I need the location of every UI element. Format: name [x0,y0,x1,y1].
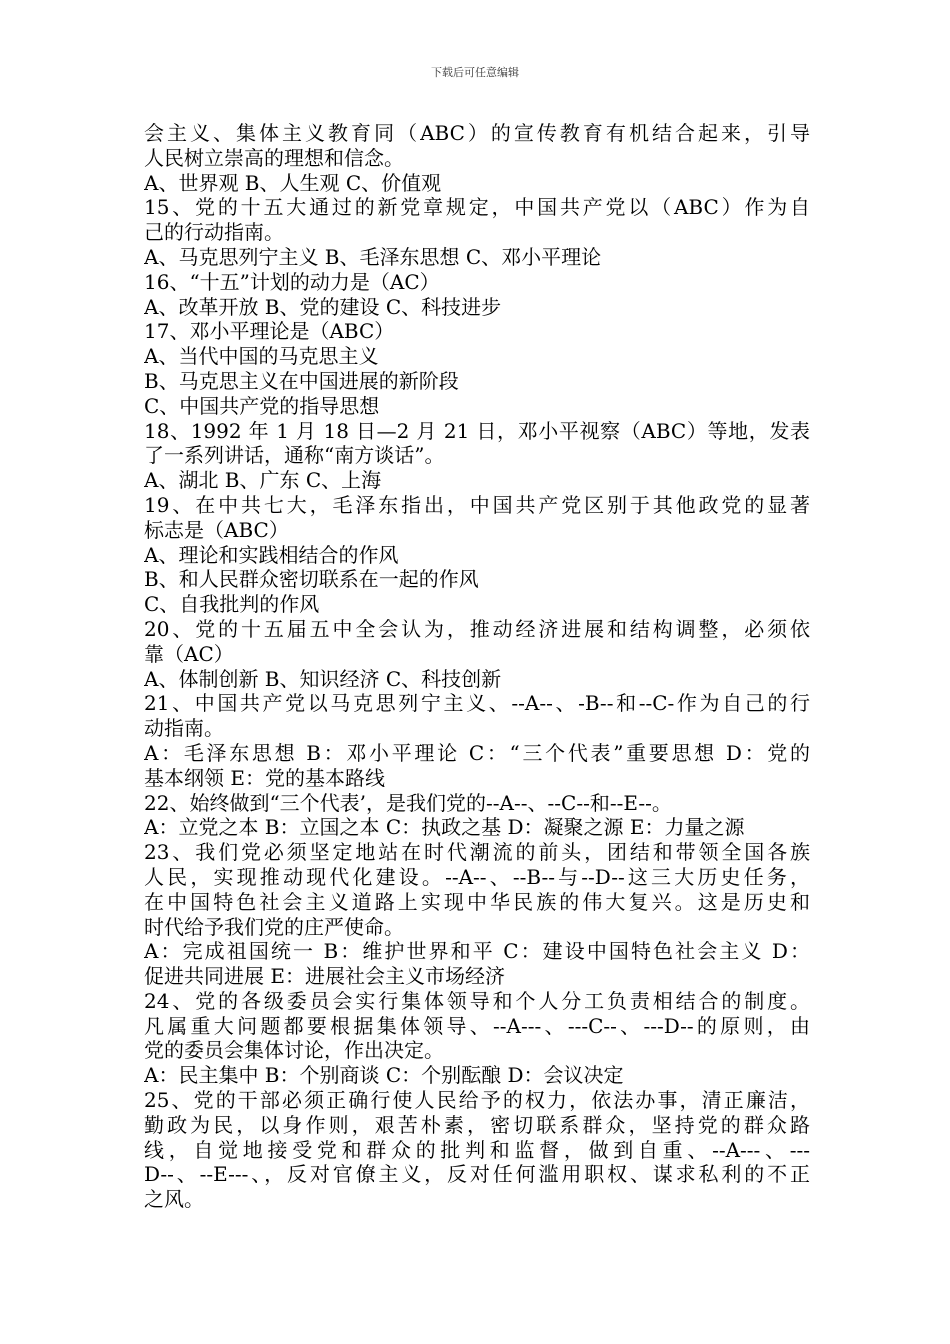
text-line: 时代给予我们党的庄严使命。 [144,914,404,939]
text-line: 23、我们党必须坚定地站在时代潮流的前头，团结和带领全国各族 [144,840,810,865]
text-line: A、世界观 B、人生观 C、价值观 [144,170,442,195]
text-line: 在中国特色社会主义道路上实现中华民族的伟大复兴。这是历史和 [144,889,810,914]
text-line: 21、中国共产党以马克思列宁主义、--A--、-B--和--C-作为自己的行 [144,691,810,716]
text-line: 22、始终做到“三个代表’，是我们党的--A--、--C--和--E--。 [144,790,672,815]
text-line: 之风。 [144,1187,204,1212]
text-line: 凡属重大问题都要根据集体领导、--A---、---C--、---D--的原则，由 [144,1013,810,1038]
text-line: A：立党之本 B：立国之本 C：执政之基 D：凝聚之源 E：力量之源 [144,815,745,840]
text-line: 动指南。 [144,716,224,741]
document-body [144,121,810,1212]
text-line: C、中国共产党的指导思想 [144,393,380,418]
text-line: 19、在中共七大，毛泽东指出，中国共产党区别于其他政党的显著 [144,492,810,517]
text-line: B、和人民群众密切联系在一起的作风 [144,567,479,592]
text-line: 17、邓小平理论是（ABC） [144,319,395,344]
text-line: D--、--E---、，反对官僚主义，反对任何滥用职权、谋求私利的不正 [144,1162,810,1187]
text-line: 基本纲领 E：党的基本路线 [144,765,385,790]
text-line: A、体制创新 B、知识经济 C、科技创新 [144,666,502,691]
text-line: B、马克思主义在中国进展的新阶段 [144,368,459,393]
text-line: A：毛泽东思想 B：邓小平理论 C：“三个代表”重要思想 D：党的 [144,740,810,765]
text-line: 15、党的十五大通过的新党章规定，中国共产党以（ABC）作为自 [144,195,810,220]
text-line: A：民主集中 B：个别商谈 C：个别酝酿 D：会议决定 [144,1063,624,1088]
text-line: 促进共同进展 E：进展社会主义市场经济 [144,964,505,989]
text-line: 标志是（ABC） [144,517,289,542]
text-line: C、自我批判的作风 [144,592,320,617]
text-line: 25、党的干部必须正确行使人民给予的权力，依法办事，清正廉洁， [144,1088,810,1113]
text-line: 人民，实现推动现代化建设。--A--、--B--与--D--这三大历史任务， [144,864,810,889]
text-line: 党的委员会集体讨论，作出决定。 [144,1038,444,1063]
text-line: 了一系列讲话，通称“南方谈话”。 [144,443,445,468]
text-line: 20、党的十五届五中全会认为，推动经济进展和结构调整，必须依 [144,616,810,641]
text-line: 线，自觉地接受党和群众的批判和监督，做到自重、--A---、--- [144,1137,810,1162]
text-line: 靠（AC） [144,641,234,666]
text-line: A、湖北 B、广东 C、上海 [144,468,382,493]
text-line: 勤政为民，以身作则，艰苦朴素，密切联系群众，坚持党的群众路 [144,1112,810,1137]
text-line: A、马克思列宁主义 B、毛泽东思想 C、邓小平理论 [144,244,602,269]
text-line: 18、1992 年 1 月 18 日—2 月 21 日，邓小平视察（ABC）等地，发表 [144,418,810,443]
text-line: A：完成祖国统一 B：维护世界和平 C：建设中国特色社会主义 D： [144,939,810,964]
text-line: A、改革开放 B、党的建设 C、科技进步 [144,294,502,319]
text-line: 24、党的各级委员会实行集体领导和个人分工负责相结合的制度。 [144,988,810,1013]
text-line: A、当代中国的马克思主义 [144,344,379,369]
text-line: 己的行动指南。 [144,220,284,245]
text-line: A、理论和实践相结合的作风 [144,542,399,567]
text-line: 16、“十五”计划的动力是（AC） [144,269,440,294]
text-line: 人民树立崇高的理想和信念。 [144,145,404,170]
text-line: 会主义、集体主义教育同（ABC）的宣传教育有机结合起来，引导 [144,121,810,145]
page-header: 下载后可任意编辑 [431,66,519,79]
